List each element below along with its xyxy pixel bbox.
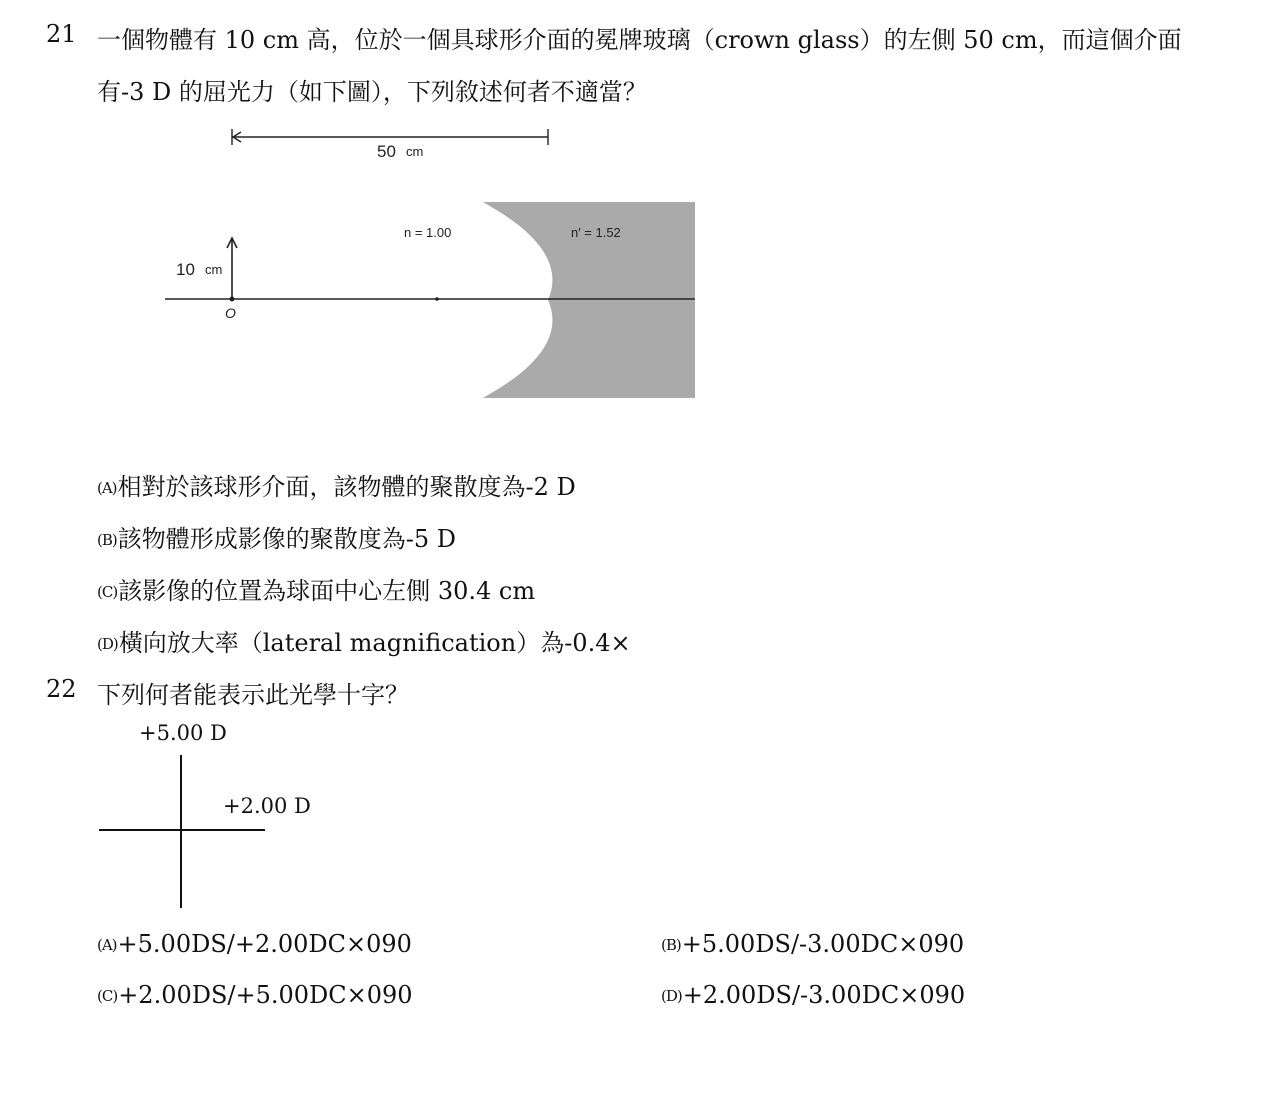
question-21-text-line-2: 有-3 D 的屈光力（如下圖），下列敘述何者不適當？ [97, 78, 647, 106]
q22-option-a[interactable] [97, 930, 412, 958]
option-label: (C) [97, 583, 118, 601]
q22-option-d[interactable] [661, 981, 965, 1009]
question-21-text-line-1: 一個物體有 10 cm 高，位於一個具球形介面的冕牌玻璃（crown glass）的左側 50 cm，而這個介面 [97, 26, 1182, 54]
cross-vertical-power: +5.00 D [139, 721, 227, 745]
option-label: (D) [661, 987, 682, 1005]
option-label: (B) [97, 531, 117, 549]
q21-option-a[interactable] [97, 467, 576, 502]
option-label: (B) [661, 936, 681, 954]
q21-option-b[interactable] [97, 519, 456, 554]
q22-option-c[interactable] [97, 981, 413, 1009]
option-text: 相對於該球形介面，該物體的聚散度為-2 D [117, 473, 576, 501]
refractive-index-air: n = 1.00 [404, 225, 452, 240]
object-origin-label: O [225, 305, 236, 321]
distance-unit: cm [406, 144, 424, 159]
option-label: (A) [97, 936, 117, 954]
q21-option-c[interactable] [97, 571, 535, 606]
distance-value: 50 [377, 142, 396, 161]
option-text: 該影像的位置為球面中心左側 30.4 cm [118, 577, 536, 605]
object-height-value: 10 [176, 260, 195, 279]
option-label: (A) [97, 479, 117, 497]
option-text: 橫向放大率（lateral magnification）為-0.4× [118, 629, 631, 657]
optical-cross-diagram [95, 750, 275, 915]
q21-option-d[interactable] [97, 623, 631, 658]
question-21-number: 21 [46, 20, 77, 48]
option-label: (D) [97, 635, 118, 653]
option-text: +2.00DS/-3.00DC×090 [682, 981, 966, 1009]
option-text: 該物體形成影像的聚散度為-5 D [117, 525, 456, 553]
option-text: +5.00DS/-3.00DC×090 [681, 930, 965, 958]
option-text: +2.00DS/+5.00DC×090 [118, 981, 413, 1009]
question-22-number: 22 [46, 675, 77, 703]
question-22-text: 下列何者能表示此光學十字？ [97, 681, 409, 709]
q22-option-b[interactable] [661, 930, 964, 958]
cross-horizontal-power: +2.00 D [223, 794, 311, 818]
object-height-unit: cm [205, 262, 223, 277]
refractive-index-glass: n′ = 1.52 [571, 225, 621, 240]
option-label: (C) [97, 987, 118, 1005]
option-text: +5.00DS/+2.00DC×090 [117, 930, 412, 958]
refraction-diagram [155, 120, 715, 420]
